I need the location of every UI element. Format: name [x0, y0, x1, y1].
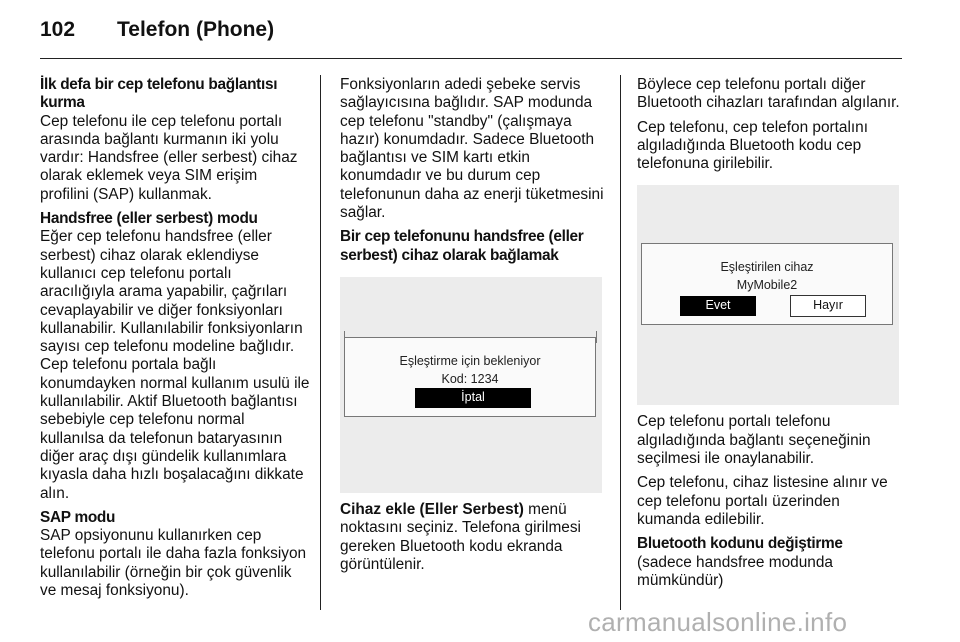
- header-divider: [40, 58, 902, 59]
- paragraph-sap-functions: Fonksiyonların adedi şebeke servis sağlayıcısına bağlıdır. SAP modunda cep telefonu "standby" (çalışmaya hazır) konumdadır. Sadece Bluetooth bağlantısı ve SIM kartı etkin konumdadır ve bu durum cep telefonunun daha az enerji tüketmesini sağlar.: [340, 76, 604, 222]
- dialog-title: Eşleştirilen cihaz: [720, 260, 814, 275]
- device-name: MyMobile2: [736, 278, 798, 293]
- column-divider-2: [620, 75, 621, 610]
- screen-pairing-waiting: [340, 277, 602, 493]
- paragraph-device-list: Cep telefonu, cihaz listesine alınır ve cep telefonu portalı üzerinden kumanda edilebilir.: [637, 474, 888, 528]
- paragraph-add-device: [340, 501, 610, 574]
- page-number: 102: [40, 18, 76, 41]
- frame-tick: [596, 331, 597, 343]
- paragraph-connection-methods: Cep telefonu ile cep telefonu portalı arasında bağlantı kurmanın iki yolu vardır: Handsfree (eller serbest) cihaz olarak eklemek veya SIM erişim profilini (SAP) kullanmak.: [40, 112, 298, 203]
- heading-sap-mode: SAP modu: [40, 508, 116, 526]
- paired-device-dialog: [641, 243, 893, 325]
- paragraph-enter-code: Cep telefonu, cep telefon portalını algıladığında Bluetooth kodu cep telefonuna girilebilir.: [637, 118, 869, 173]
- paragraph-handsfree-only: (sadece handsfree modunda mümkündür): [637, 553, 833, 589]
- cancel-button[interactable]: İptal: [415, 388, 531, 408]
- heading-handsfree-mode: Handsfree (eller serbest) modu: [40, 210, 258, 228]
- pairing-dialog: [344, 337, 596, 417]
- heading-change-code: Bluetooth kodunu değiştirme: [637, 535, 843, 553]
- screen-paired-device: [637, 185, 899, 405]
- column-2: [340, 76, 610, 574]
- dialog-code: Kod: 1234: [441, 371, 499, 386]
- dialog-message: Eşleştirme için bekleniyor: [399, 353, 541, 368]
- page-title: Telefon (Phone): [117, 18, 275, 41]
- column-divider-1: [320, 75, 321, 610]
- no-button[interactable]: Hayır: [790, 295, 866, 317]
- column-3: [637, 76, 907, 590]
- paragraph-add-device-rest: menü noktasını seçiniz. Telefona girilmesi gereken Bluetooth kodu ekranda görüntülenir.: [340, 500, 581, 573]
- paragraph-sap-mode: SAP opsiyonunu kullanırken cep telefonu portalı ile daha fazla fonksiyon kullanılabilir (örneğin bir çok güvenlik ve mesaj fonksiyonu).: [40, 527, 307, 600]
- column-1: [40, 76, 310, 600]
- paragraph-confirm: Cep telefonu portalı telefonu algıladığında bağlantı seçeneğinin seçilmesi ile onaylanabilir.: [637, 413, 871, 468]
- page-header: [40, 18, 920, 58]
- watermark: carmanualsonline.info: [588, 607, 848, 637]
- heading-first-connection: İlk defa bir cep telefonu bağlantısı kurma: [40, 76, 278, 112]
- paragraph-handsfree-mode: Eğer cep telefonu handsfree (eller serbest) cihaz olarak eklendiyse kullanıcı cep telefonu portalı aracılığıyla arama yapabilir, çağrıları cevaplayabilir ve diğer fonksiyonları kullanabilir. Kullanılabilir fonksiyonların sayısı cep telefonu modeline bağlıdır. Cep telefonu portala bağlı konumdayken normal kullanım usulü ile kullanılabilir. Aktif Bluetooth bağlantısı sebebiyle cep telefonu normal kullanılsa da telefonun bataryasının diğer araç dışı gündelik kullanımlara kıyasla daha hızlı boşalacağını dikkate alın.: [40, 228, 310, 502]
- paragraph-detected: Böylece cep telefonu portalı diğer Bluetooth cihazları tarafından algılanır.: [637, 76, 900, 112]
- yes-button[interactable]: Evet: [680, 296, 756, 316]
- heading-connect-handsfree: Bir cep telefonunu handsfree (eller serbest) cihaz olarak bağlamak: [340, 228, 584, 264]
- menu-item-add-device: Cihaz ekle (Eller Serbest): [340, 500, 524, 518]
